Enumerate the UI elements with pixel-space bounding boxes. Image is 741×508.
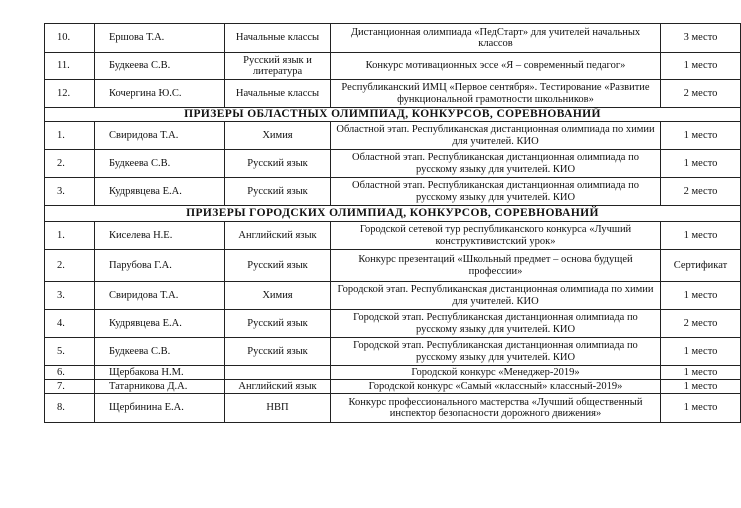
event: Конкурс мотивационных эссе «Я – современный педагог» [331, 53, 661, 80]
row-number: 8. [45, 394, 95, 423]
subject: Русский язык и литература [225, 53, 331, 80]
row-number: 5. [45, 338, 95, 366]
table-row [45, 394, 741, 423]
event: Конкурс презентаций «Школьный предмет – основа будущей профессии» [331, 250, 661, 282]
table-row [45, 178, 741, 206]
subject: Русский язык [225, 178, 331, 206]
subject: Химия [225, 122, 331, 150]
section-header-row [45, 108, 741, 122]
section-title: ПРИЗЕРЫ ОБЛАСТНЫХ ОЛИМПИАД, КОНКУРСОВ, СОРЕВНОВАНИЙ [45, 108, 741, 122]
place: 1 место [661, 394, 741, 423]
row-number: 7. [45, 380, 95, 394]
teacher-name: Кочергина Ю.С. [95, 80, 225, 108]
table-row [45, 222, 741, 250]
teacher-name: Щербинина Е.А. [95, 394, 225, 423]
row-number: 3. [45, 282, 95, 310]
teacher-name: Кудрявцева Е.А. [95, 178, 225, 206]
teacher-name: Киселева Н.Е. [95, 222, 225, 250]
table-row [45, 310, 741, 338]
event: Областной этап. Республиканская дистанционная олимпиада по химии для учителей. КИО [331, 122, 661, 150]
table-row [45, 53, 741, 80]
event: Областной этап. Республиканская дистанционная олимпиада по русскому языку для учителей. КИО [331, 178, 661, 206]
place: 1 место [661, 338, 741, 366]
event: Конкурс профессионального мастерства «Лучший общественный инспектор безопасности дорожного движения» [331, 394, 661, 423]
place: 3 место [661, 24, 741, 53]
row-number: 11. [45, 53, 95, 80]
row-number: 2. [45, 150, 95, 178]
teacher-name: Будкеева С.В. [95, 150, 225, 178]
subject: Начальные классы [225, 80, 331, 108]
table-row [45, 122, 741, 150]
table-row [45, 150, 741, 178]
place: 1 место [661, 222, 741, 250]
place: 2 место [661, 80, 741, 108]
table-row [45, 380, 741, 394]
row-number: 3. [45, 178, 95, 206]
subject: Русский язык [225, 250, 331, 282]
place: 1 место [661, 53, 741, 80]
row-number: 12. [45, 80, 95, 108]
row-number: 1. [45, 122, 95, 150]
teacher-name: Будкеева С.В. [95, 53, 225, 80]
event: Областной этап. Республиканская дистанционная олимпиада по русскому языку для учителей. КИО [331, 150, 661, 178]
place: 1 место [661, 150, 741, 178]
teacher-name: Кудрявцева Е.А. [95, 310, 225, 338]
event: Дистанционная олимпиада «ПедСтарт» для учителей начальных классов [331, 24, 661, 53]
section-title: ПРИЗЕРЫ ГОРОДСКИХ ОЛИМПИАД, КОНКУРСОВ, СОРЕВНОВАНИЙ [45, 206, 741, 222]
subject: Химия [225, 282, 331, 310]
table-row [45, 24, 741, 53]
teacher-name: Парубова Г.А. [95, 250, 225, 282]
row-number: 1. [45, 222, 95, 250]
subject: Английский язык [225, 222, 331, 250]
row-number: 6. [45, 366, 95, 380]
row-number: 10. [45, 24, 95, 53]
event: Городской сетевой тур республиканского конкурса «Лучший конструктивистский урок» [331, 222, 661, 250]
teacher-name: Будкеева С.В. [95, 338, 225, 366]
teacher-name: Свиридова Т.А. [95, 122, 225, 150]
place: 1 место [661, 122, 741, 150]
subject: Английский язык [225, 380, 331, 394]
subject: Начальные классы [225, 24, 331, 53]
subject: Русский язык [225, 150, 331, 178]
row-number: 4. [45, 310, 95, 338]
event: Городской конкурс «Самый «классный» классный-2019» [331, 380, 661, 394]
event: Республиканский ИМЦ «Первое сентября». Тестирование «Развитие функциональной грамотности школьников» [331, 80, 661, 108]
event: Городской конкурс «Менеджер-2019» [331, 366, 661, 380]
event: Городской этап. Республиканская дистанционная олимпиада по русскому языку для учителей. КИО [331, 338, 661, 366]
subject: Русский язык [225, 310, 331, 338]
subject: НВП [225, 394, 331, 423]
teacher-name: Ершова Т.А. [95, 24, 225, 53]
place: 1 место [661, 282, 741, 310]
subject [225, 366, 331, 380]
teacher-name: Щербакова Н.М. [95, 366, 225, 380]
table-row [45, 338, 741, 366]
table-row [45, 282, 741, 310]
teacher-name: Свиридова Т.А. [95, 282, 225, 310]
place: 2 место [661, 310, 741, 338]
table-row [45, 80, 741, 108]
table-row [45, 250, 741, 282]
place: 1 место [661, 366, 741, 380]
event: Городской этап. Республиканская дистанционная олимпиада по химии для учителей. КИО [331, 282, 661, 310]
table-row [45, 366, 741, 380]
teacher-name: Татарникова Д.А. [95, 380, 225, 394]
subject: Русский язык [225, 338, 331, 366]
place: 2 место [661, 178, 741, 206]
event: Городской этап. Республиканская дистанционная олимпиада по русскому языку для учителей. КИО [331, 310, 661, 338]
row-number: 2. [45, 250, 95, 282]
awards-table [44, 23, 741, 423]
place: Сертификат [661, 250, 741, 282]
section-header-row [45, 206, 741, 222]
place: 1 место [661, 380, 741, 394]
